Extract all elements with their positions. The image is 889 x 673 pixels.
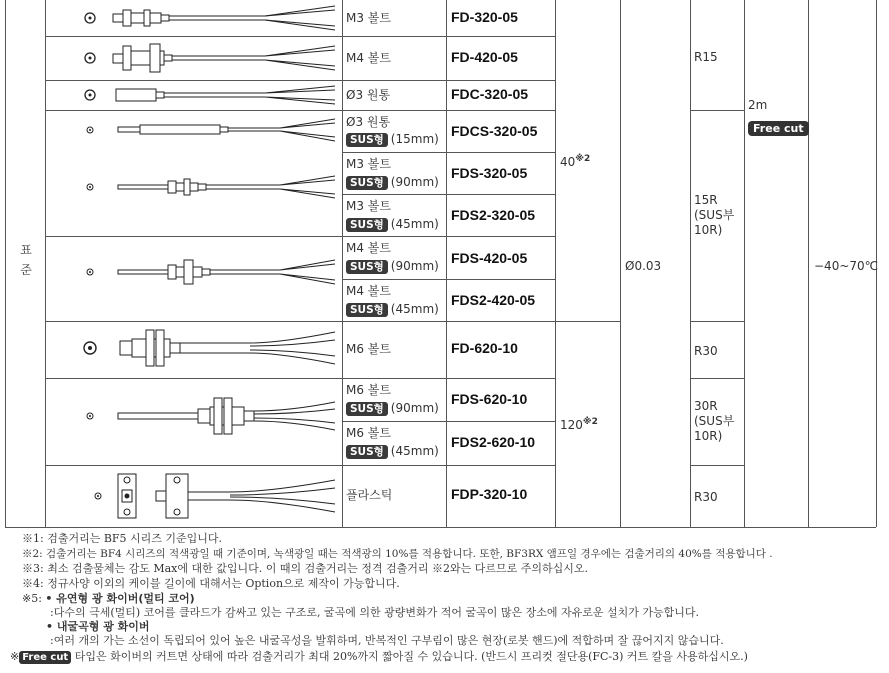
row-11-model: FDS2-620-10 xyxy=(451,434,536,450)
length-label: (90mm) xyxy=(390,175,439,189)
row-11-desc: M6 볼트 xyxy=(346,426,391,440)
row-6-sus xyxy=(346,217,439,232)
row-4-model: FDCS-320-05 xyxy=(451,123,538,139)
fiber-figure-m3-sus xyxy=(80,172,340,202)
bend-r30-plastic: R30 xyxy=(694,490,718,504)
free-cut-badge-note: Free cut xyxy=(19,651,71,664)
sus-badge: SUS형 xyxy=(346,133,388,147)
fiber-figure-3mm-sus-15 xyxy=(80,116,340,146)
sus-badge: SUS형 xyxy=(346,445,388,459)
note-4: ※4: 정규사양 이외의 케이블 길이에 대해서는 Option으로 제작이 가능합니다. xyxy=(22,577,400,590)
bend-r15: R15 xyxy=(694,50,718,64)
sus-badge: SUS형 xyxy=(346,260,388,274)
row-1-desc: M3 볼트 xyxy=(346,11,391,25)
bend-30r-sus: 30R (SUS부 10R) xyxy=(694,399,735,443)
row-5-model: FDS-320-05 xyxy=(451,165,528,181)
length-label: (45mm) xyxy=(390,217,439,231)
note-1: ※1: 검출거리는 BF5 시리즈 기준입니다. xyxy=(22,532,223,545)
row-9-desc: M6 볼트 xyxy=(346,342,391,356)
row-2-desc: M4 볼트 xyxy=(346,51,391,65)
distance-120: 120$^{※2}$ xyxy=(560,417,598,432)
fiber-figure-3mm-cylinder xyxy=(80,84,340,108)
note-5-title-2: • 내굴곡형 광 화이버 xyxy=(46,620,150,633)
fiber-figure-plastic xyxy=(80,468,340,524)
sus-badge: SUS형 xyxy=(346,218,388,232)
length-label: (90mm) xyxy=(390,401,439,415)
sus-badge: SUS형 xyxy=(346,402,388,416)
row-3-desc: Ø3 원통 xyxy=(346,88,391,102)
bend-15r-sus: 15R (SUS부 10R) xyxy=(694,193,735,237)
fiber-figure-m4-bolt xyxy=(80,40,340,78)
row-7-desc: M4 볼트 xyxy=(346,241,391,255)
distance-40: 40$^{※2}$ xyxy=(560,154,591,169)
row-8-model: FDS2-420-05 xyxy=(451,292,536,308)
row-12-model: FDP-320-10 xyxy=(451,486,528,502)
group-label: 표 준 xyxy=(20,243,32,277)
row-2-model: FD-420-05 xyxy=(451,49,518,65)
cable-length: 2m xyxy=(748,98,768,112)
row-7-sus xyxy=(346,259,439,274)
length-label: (45mm) xyxy=(390,302,439,316)
note-5: ※5: • 유연형 광 화이버(멀티 코어) xyxy=(22,592,195,605)
sus-badge: SUS형 xyxy=(346,303,388,317)
fiber-figure-m4-sus xyxy=(80,255,340,289)
row-10-model: FDS-620-10 xyxy=(451,391,528,407)
row-6-model: FDS2-320-05 xyxy=(451,207,536,223)
note-5-desc-1: :다수의 극세(멀티) 코어를 클라드가 감싸고 있는 구조로, 굴곡에 의한 광량변화가 적어 굴곡이 많은 장소에 자유로운 설치가 가능합니다. xyxy=(50,606,700,619)
note-5-desc-2: :여러 개의 가는 소선이 독립되어 있어 높은 내굴곡성을 발휘하며, 반복적인 구부림이 많은 현장(로봇 핸드)에 적합하며 잘 끊어지지 않습니다. xyxy=(50,634,724,647)
fiber-figure-m3-bolt xyxy=(80,4,340,34)
row-10-desc: M6 볼트 xyxy=(346,383,391,397)
row-8-sus xyxy=(346,302,439,317)
row-5-sus xyxy=(346,175,439,190)
note-5-title-1: • 유연형 광 화이버(멀티 코어) xyxy=(45,592,195,605)
row-10-sus xyxy=(346,401,439,416)
row-12-desc: 플라스틱 xyxy=(346,488,393,502)
row-8-desc: M4 볼트 xyxy=(346,284,391,298)
length-label: (15mm) xyxy=(390,132,439,146)
row-4-sus xyxy=(346,132,439,147)
row-7-model: FDS-420-05 xyxy=(451,250,528,266)
sus-badge: SUS형 xyxy=(346,176,388,190)
core-diameter: Ø0.03 xyxy=(625,259,662,273)
row-11-sus xyxy=(346,444,439,459)
note-6: ※ Free cut 타입은 화이버의 커트면 상태에 따라 검출거리가 최대 20%까지 짧아질 수 있습니다. (반드시 프리컷 절단용(FC-3) 커트 칼을 사용하십시오.) xyxy=(10,650,748,663)
row-5-desc: M3 볼트 xyxy=(346,157,391,171)
operating-temp: −40~70℃ xyxy=(814,259,879,273)
row-4-desc: Ø3 원통 xyxy=(346,115,391,129)
note-3: ※3: 최소 검출물체는 감도 Max에 대한 값입니다. 이 때의 검출거리는 정격 검출거리 ※2와는 다르므로 주의하십시오. xyxy=(22,562,588,575)
length-label: (90mm) xyxy=(390,259,439,273)
fiber-figure-m6-bolt xyxy=(80,326,340,374)
bend-r30: R30 xyxy=(694,344,718,358)
fiber-figure-m6-sus xyxy=(80,394,340,440)
row-1-model: FD-320-05 xyxy=(451,9,518,25)
free-cut-badge: Free cut xyxy=(748,121,809,136)
row-9-model: FD-620-10 xyxy=(451,340,518,356)
note-2: ※2: 검출거리는 BF4 시리즈의 적색광일 때 기준이며, 녹색광일 때는 적색광의 10%를 적용합니다. 또한, BF3RX 앰프일 경우에는 검출거리의 40%를 적용합니다 . xyxy=(22,548,773,560)
length-label: (45mm) xyxy=(390,444,439,458)
row-3-model: FDC-320-05 xyxy=(451,86,529,102)
row-6-desc: M3 볼트 xyxy=(346,199,391,213)
